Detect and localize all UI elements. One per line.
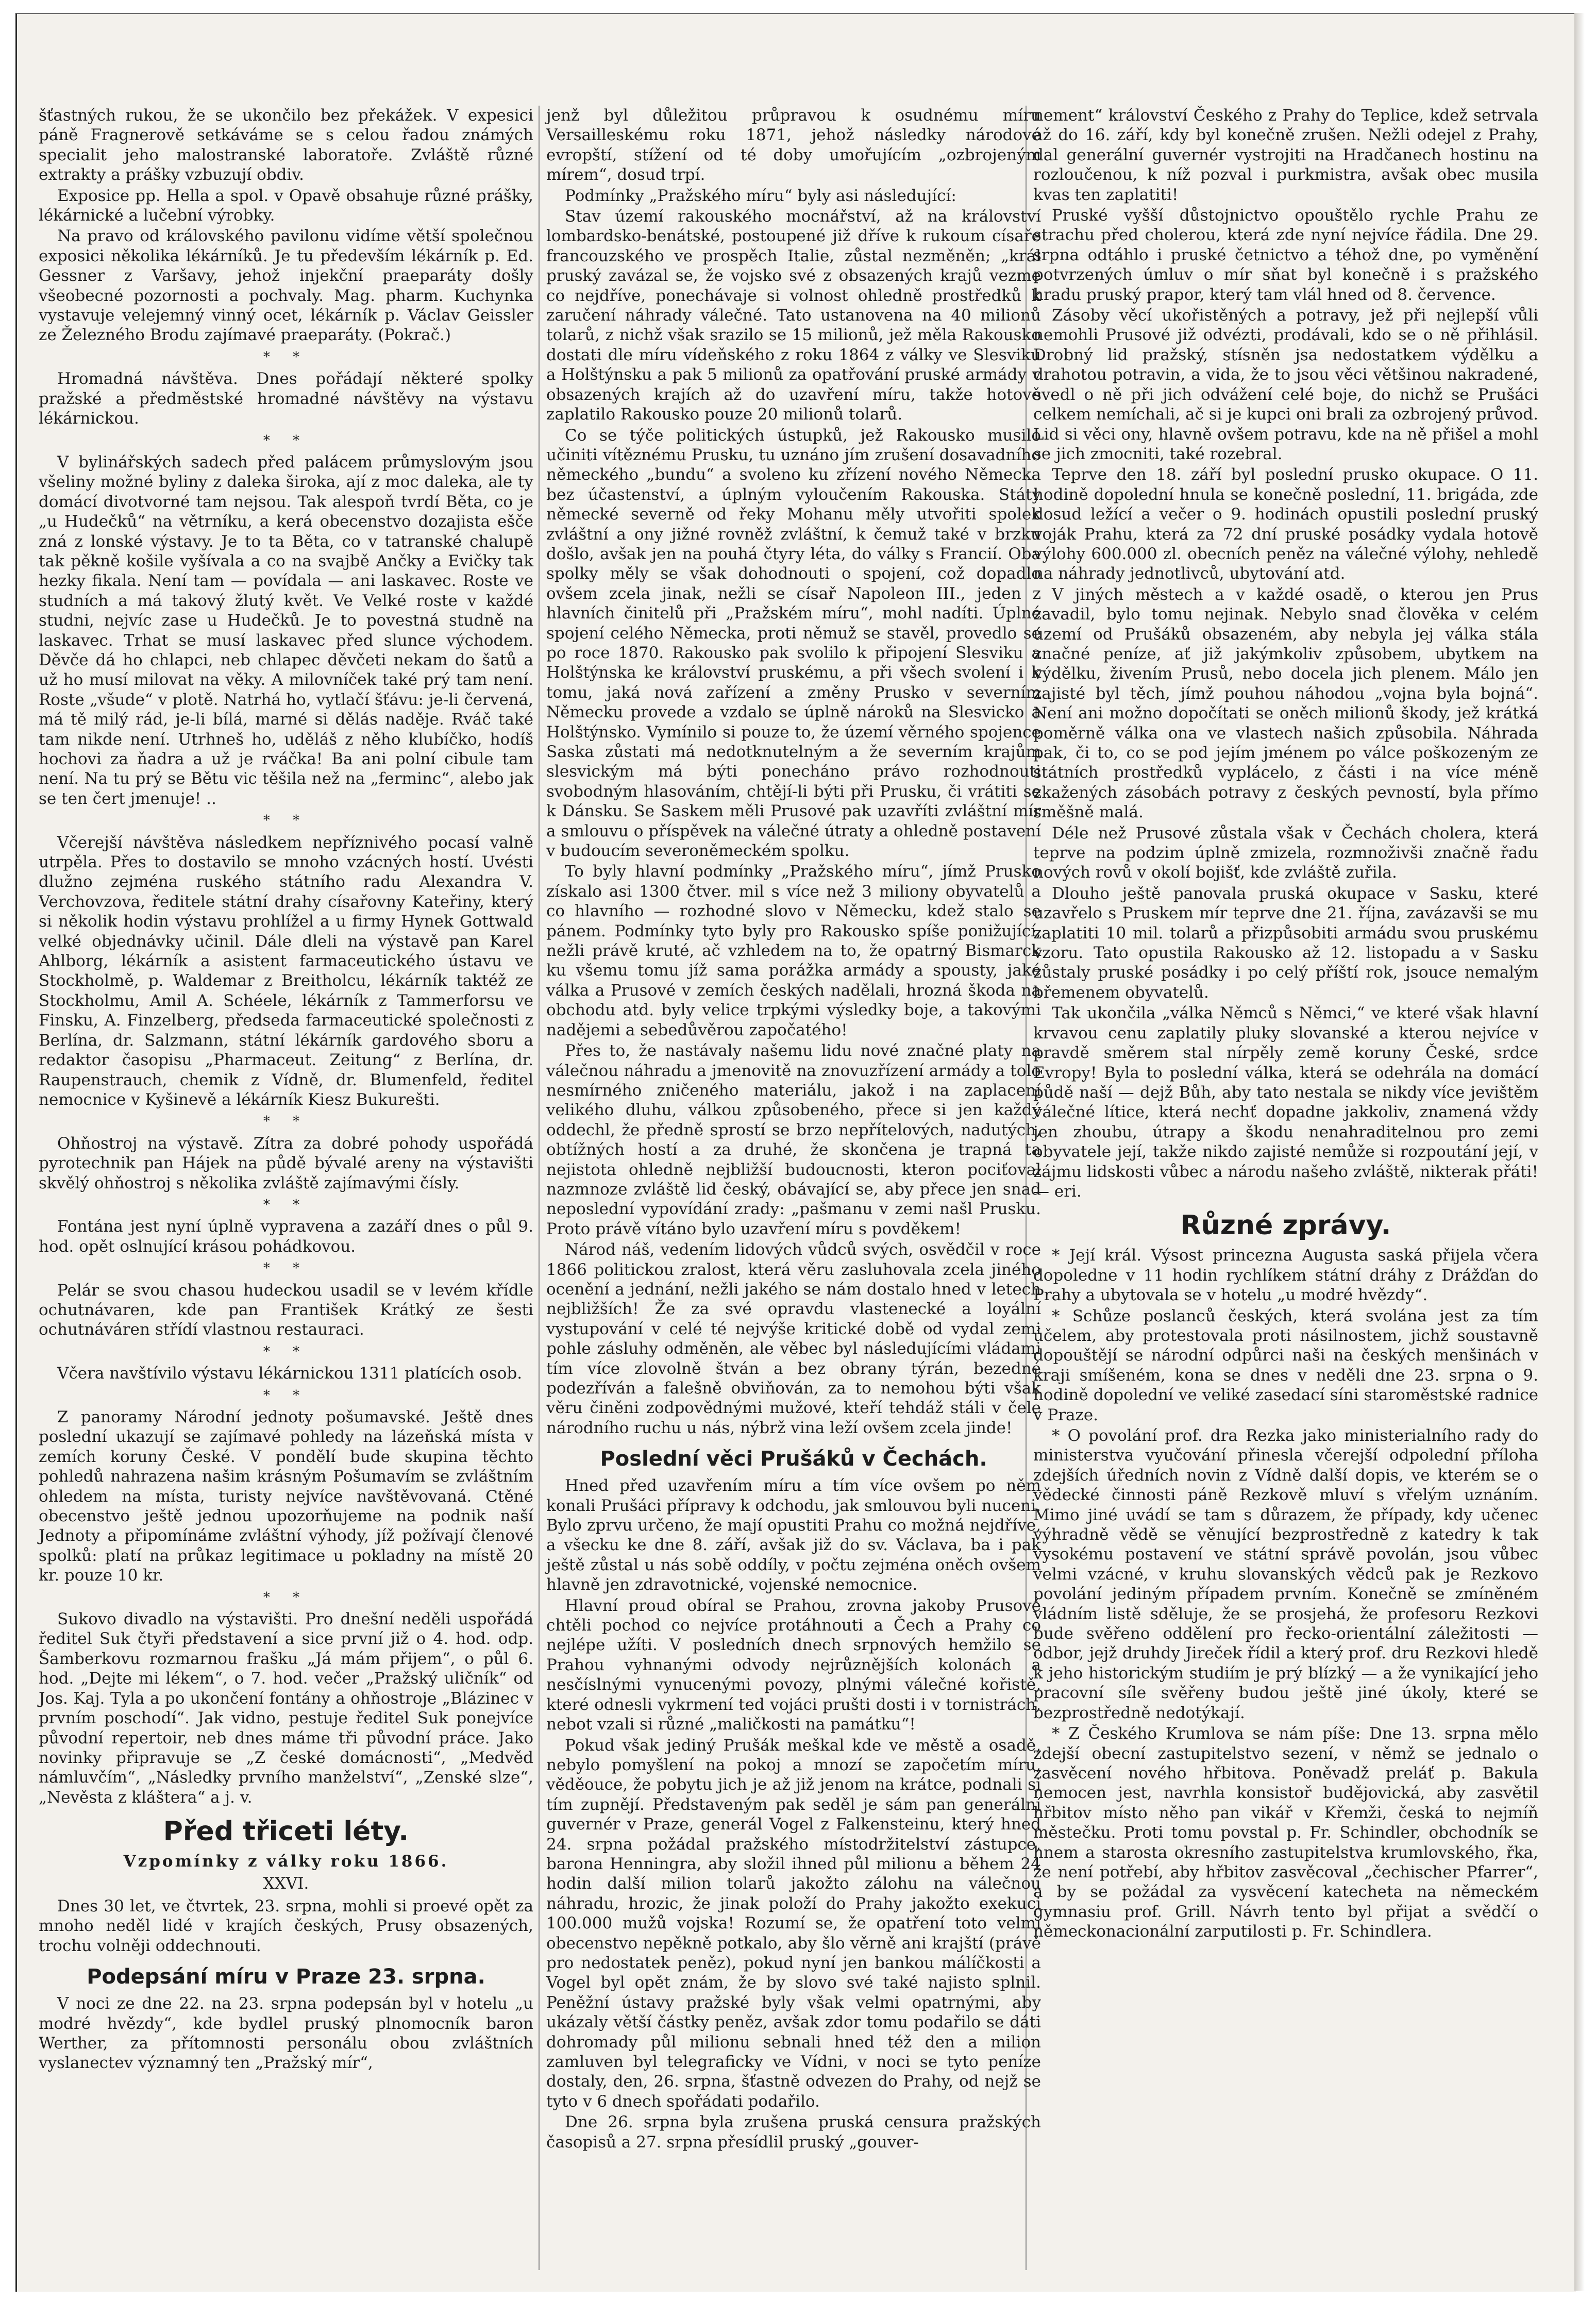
subsection-title: Podepsání míru v Praze 23. srpna. — [87, 1965, 485, 1989]
news-item: * Její král. Výsost princezna Augusta saská přijela včera dopoledne v 11 hodin rychlíkem státní dráhy z Drážďan do Prahy a ubytovala se v hotelu „u modré hvězdy“. — [1033, 1246, 1538, 1305]
section-subtitle: Vzpomínky z války roku 1866. — [123, 1852, 449, 1871]
news-item: Hromadná návštěva. Dnes pořádají některé spolky pražské a předměstské hromadné návštěvy na výstavu lékárnickou. — [39, 369, 533, 428]
article-paragraph: Dlouho ještě panovala pruská okupace v Sasku, které uzavřelo s Pruskem mír teprve dne 21. října, zavázavši se mu zaplatiti 10 mil. tolarů a přizpůsobiti armádu svou pruskému vzoru. Tato opustila Rakousko až 12. listopadu a v Sasku zůstaly pruské posádky i po celý příští rok, jsouce nemalým břemenem obyvatelů. — [1033, 884, 1538, 1002]
news-item: Fontána jest nyní úplně vypravena a zazáří dnes o půl 9. hod. opět oslnující krásou pohádkovou. — [39, 1217, 533, 1256]
article-paragraph: Zásoby věcí ukořistěných a potravy, jež při nejlepší vůli nemohli Prusové již odvézti, prodávali, kdo se o ně přihlásil. Drobný lid pražský, stísněn jsa nedostatkem výdělku a drahotou potravin, a vida, že to jsou věci většinou nakradené, svedl o ně při jich odvážení celé boje, do nichž se Prušáci celkem nemíchali, ač si je kupci oni brali za ozbrojený průvod. Lid si věci ony, hlavně ovšem potravu, kde na ně přišel a mohl se jich zmocniti, také rozebral. — [1033, 306, 1538, 463]
section-title: Různé zprávy. — [1180, 1210, 1391, 1241]
separator-stars: * * — [263, 1387, 309, 1403]
news-item: * O povolání prof. dra Rezka jako ministerialního rady do ministerstva vyučování přinesla včerejší odpolední příloha zdejších úředních novin z Vídně další dopis, ve kterém se o vědecké činnosti páně Rezkově mluví s vřelým uznáním. Mimo jiné uvádí se tam s důrazem, že případy, kdy učenec výhradně vědě se věnující bezprostředně z katedry k tak vysokému postavení ve státní správě povolán, jsou vůbec velmi vzácné, v kruhu slovanských vědců pak je Rezkovo povolání jediným případem prvním. Konečně se zmíněném vládním listě sděluje, že se prosjehá, že profesoru Rezkovi bude svěřeno oddělení pro řecko-orientální záležitosti — odbor, jejž druhdy Jireček řídil a který prof. dru Rezkovi hledě k jeho historickým studiím je prý blízký — a že vynikající jeho pracovní síle svěřeny budou ještě jiné úkoly, které se bezprostředně nedotýkají. — [1033, 1426, 1538, 1722]
article-paragraph: Co se týče politických ústupků, jež Rakousko musilo učiniti vítěznému Prusku, tu uznáno jím zrušení dosavadního německého „bundu“ a svoleno ku zřízení nového Německa bez účastenství, a úplným vyloučením Rakouska. Státy německé severně od řeky Mohanu měly utvořiti spolek zvláštní a ony jižné rovněž zvláštní, k čemuž také v brzku došlo, avšak jen na pouhá čtyry léta, do války s Francií. Oba spolky měly se však dohodnouti o spojení, což dopadlo ovšem zcela jinak, nežli se císař Napoleon III., jeden z hlavních činitelů při „Pražském míru“, mohl nadíti. Úplné spojení celého Německa, proti němuž se stavěl, provedlo se po roce 1870. Rakousko pak svolilo k připojení Slesviku a Holštýnska ke království pruskému, a při všech svolení i k tomu, jaká nová zařízení a změny Prusko v severním Německu provede a vzdalo se úplně nároků na Slesvicko a Holštýnsko. Vymínilo si pouze to, že území věrného spojence Saska zůstati má nedotknutelným a že severním krajům slesvickým má býti ponecháno právo rozhodnouti svobodným hlasováním, chtějí-li býti při Prusku, či vrátiti se k Dánsku. Se Saskem měli Prusové pak uzavříti zvláštní mír a smlouvu o příspěvek na válečné útraty a ohledně postavení v budoucím severoněmeckém spolku. — [546, 426, 1041, 861]
article-paragraph: V jiných městech a v každé osadě, o kterou jen Prus zavadil, bylo tomu nejinak. Nebylo snad člověka v celém území od Prušáků obsazeném, aby nebyla jej válka stála značné peníze, ať již jakýmkoliv způsobem, ubytkem na výdělku, živením Prusů, nebo docela jich plenem. Málo jen zajisté byl těch, jímž pouhou náhodou „vojna byla bojná“. Není ani možno dopočítati se oněch milionů škody, jež krátká poměrně válka ona ve vlastech našich způsobila. Náhrada pak, či to, co se pod jejím jménem po válce poškozeným ze státních prostředků vyplácelo, z části i na více méně zkažených zásobách potravy z českých pevností, byla přímo směšně malá. — [1033, 585, 1538, 822]
subsection-title: Poslední věci Prušáků v Čechách. — [600, 1447, 987, 1471]
news-item: Včera navštívilo výstavu lékárnickou 1311 platících osob. — [57, 1364, 523, 1383]
news-item: V bylinářských sadech před palácem průmyslovým jsou všeliny možné byliny z daleka široka, ají z moc daleka, ale ty domácí divotvorné tam nejsou. Tak alespoň tvrdí Běta, co je „u Hudečků“ na větrníku, a kerá obecenstvo dozajista ešče zná z lonské výstavy. Je to ta Běta, co v tatranské chalupě tak pěkně košile vyšívala a co na svajbě Ančky a Evičky tak hezky fikala. Není tam — povídala — ani laskavec. Roste ve studních a má takový žlutý květ. Ve Velké roste v každé studni, nejvíc zase u Hudečků. Je to povestná studně na laskavec. Trhat se musí laskavec před slunce východem. Děvče dá ho chlapci, neb chlapec děvčeti nekam do šatů a už ho musí milovat na věky. A milovníček také prý tam není. Roste „všude“ v plotě. Natrhá ho, vytlačí šťávu: je-li červená, má tě milý rád, je-li bílá, marné si dělás naděje. Rváč také tam nikde není. Utrhneš ho, uděláš z něho klubíčko, hodíš hochovi za ňadra a už je rváčka! Ba ani polní cibule tam není. Na tu prý se Bětu vic těšila než na „ferminc“, alebo jak se ten čert jmenuje! .. — [39, 452, 533, 808]
article-paragraph: Dnes 30 let, ve čtvrtek, 23. srpna, mohli si proevé opět za mnoho neděl lidé v krajích českých, Prusy obsazených, trochu volněji oddechnouti. — [39, 1896, 533, 1955]
separator-stars: * * — [263, 1261, 309, 1276]
column-rule-1 — [539, 106, 540, 2270]
article-paragraph: Déle než Prusové zůstala však v Čechách cholera, která teprve na podzim úplně zmizela, rozmnoživši značně řadu nových rovů v okolí bojišť, kde zvláště zuřila. — [1033, 824, 1538, 882]
separator-stars: * * — [263, 1197, 309, 1213]
article-paragraph: jenž byl důležitou průpravou k osudnému míru Versailleskému roku 1871, jehož následky národové evropští, stížení od té doby umořujícím „ozbrojeným mírem“, dosud trpí. — [546, 106, 1041, 184]
article-paragraph: Přes to, že nastávaly našemu lidu nové značné platy na válečnou náhradu a jmenovitě na znovuzřízení armády a tolo nesmírného zničeného materiálu, jakož i na zaplacení velikého dluhu, válkou způsobeného, přece si jen každý oddechl, že předně sprostí se brzo nepřítelových, nadutých, obtížných hostí a za druhé, že skončena je trapná ta nejistota ohledně nejbližší budoucnosti, kteron pociťoval nazmnoze zvláště lid český, obávající se, aby přece jen snad neposlední vypovídání zrady: „pašmanu v zemi našl Prusku. Proto právě vítáno bylo uzavření míru s povděkem! — [546, 1041, 1041, 1238]
news-item: Pelár se svou chasou hudeckou usadil se v levém křídle ochutnávaren, kde pan František Krátký ze šesti ochutnáváren střídí vlastnou restauraci. — [39, 1281, 533, 1339]
news-item: Z panoramy Národní jednoty pošumavské. Ještě dnes poslední ukazují se zajímavé pohledy na lázeňská místa v zemích koruny České. V pondělí bude skupina těchto pohledů nahrazena našim krásným Pošumavím se zvláštním ohledem na místa, turisty nejvíce navštěvovaná. Ctěné obecenstvo ještě jednou upozorňujeme na podnik naší Jednoty a připomínáme zvláštní výhody, jíž požívají členové spolků: platí na průkaz legitimace u pokladny na místě 20 kr. pouze 10 kr. — [39, 1408, 533, 1585]
article-paragraph: Dne 26. srpna byla zrušena pruská censura pražských časopisů a 27. srpna přesídlil pruský „gouver- — [546, 2113, 1041, 2152]
article-paragraph: nement“ království Českého z Prahy do Teplice, kdež setrvala až do 16. září, kdy byl konečně zrušen. Nežli odejel z Prahy, dal generální guvernér vystrojiti na Hradčanech hostinu na rozloučenou, k níž pozval i purkmistra, avšak obec musila kvas ten zaplatiti! — [1033, 106, 1538, 204]
article-paragraph: To byly hlavní podmínky „Pražského míru“, jímž Prusko získalo asi 1300 čtver. mil s více než 3 miliony obyvatelů a co hlavního — rozhodné slovo v Německu, kdež stalo se pánem. Podmínky tyto byly pro Rakousko spíše ponižující, nežli právě kruté, ač vzhledem na to, že opatrný Bismarck ku všemu tomu jíž sama porážka armády a spousty, jaké válka a Prusové v zemích českých nadělali, hrozná škoda na obchodu atd. byly velice trpkými výsledky boje, a takovými nadějemi a sebedůvěrou započatého! — [546, 862, 1041, 1039]
article-paragraph: Pruské vyšší důstojnictvo opouštělo rychle Prahu ze strachu před cholerou, která zde nyní nejvíce řádila. Dne 29. srpna odtáhlo i pruské četnictvo a téhož dne, po vyměnění potvrzených úmluv o mír sňat byl konečně i s pražského hradu pruský prapor, který tam vlál hned od 8. července. — [1033, 206, 1538, 304]
article-paragraph: Exposice pp. Hella a spol. v Opavě obsahuje různé prášky, lékárnické a lučební výrobky. — [39, 186, 533, 225]
separator-stars: * * — [263, 432, 309, 448]
article-paragraph: Hned před uzavřením míru a tím více ovšem po něm konali Prušáci přípravy k odchodu, jak smlouvou byli nuceni. Bylo zprvu určeno, že mají opustiti Prahu co možná nejdříve, a všecku ke dne 8. září, avšak již do sv. Václava, ba i pak ještě zůstal u nás sobě oddíly, v počtu zejména oněch ovšem hlavně jen zdravotnické, vojenské nemocnice. — [546, 1476, 1041, 1594]
separator-stars: * * — [263, 1114, 309, 1130]
column-3 — [1033, 106, 1538, 1943]
article-paragraph: Tak ukončila „válka Němců s Němci,“ ve které však hlavní krvavou cenu zaplatily pluky slovanské a kterou nejvíce v pravdě směrem stal nírpěly země koruny České, srdce Evropy! Byla to poslední válka, která se odehrála na domácí půdě naší — dejž Bůh, aby tato nestala se nikdy více jevištěm válečné lítice, která nechť dopadne jakkoliv, znamená vždy jen zhoubu, útrapy a škodu nenahraditelnou pro zemi obyvatele její, takže nikdo zajisté nemůže si rozpoutání její, v zájmu lidskosti vůbec a národu našeho zvláště, nikterak přáti! — eri. — [1033, 1004, 1538, 1201]
column-2 — [546, 106, 1041, 2153]
article-paragraph: Pokud však jediný Prušák meškal kde ve městě a osadě, nebylo pomyšlení na pokoj a mnozí se započetím míru, věděouce, že pobytu jich je až již jenom na krátce, podnali si tím zupnějí. Představeným pak seděl je sám pan generální guvernér v Praze, generál Vogel z Falkensteinu, který hned 24. srpna požádal pražského místodržitelství zástupce, barona Henningra, aby složil ihned půl milionu a během 24 hodin další milion tolarů jakožto zálohu na válečnou náhradu, hrozic, že jinak položí do Prahy jakožto exekuci 100.000 mužů vojska! Rozumí se, že opatření toto velmi obecenstvo nepěkně potkalo, aby šlo věrně ani krajští (právě pro nedostatek peněz), pokud nyní jen bankou málíčkosti a Vogel byl opět znám, že by slovo své také najisto splnil. Peněžní ústavy pražské byly však velmi opatrnými, aby ukázaly větší částky peněz, avšak zdor tomu podařilo se dáti dohromady půl milionu sebnali hned též den a milion zamluven byl telegraficky ve Vídni, v noci se tyto peníze dostaly, den, 26. srpna, šťastně odvezen do Prahy, od nejž se tyto v 6 dnech spořádati podařilo. — [546, 1736, 1041, 2111]
article-paragraph: Národ náš, vedením lidových vůdců svých, osvědčil v roce 1866 politickou zralost, která věru zasluhovala zcela jiného ocenění a jednání, nežli jakého se nám dostalo hned v letech nejbližších! Že za své opravdu vlastenecké a loyální vystupování v celé té nejvýše kritické době od vydal zemi pohle zásluhy odměněn, ale věbec byl následujícími vládami tím více zlovolně štván a bez obrany týrán, bezedné podezříván a falešně obviňován, za to nemohou býti však věru činěni zodpovědnými mužové, kteří tehdáž stáli v čele národního ruchu u nás, nýbrž vina leží ovšem zcela jinde! — [546, 1240, 1041, 1437]
article-paragraph: V noci ze dne 22. na 23. srpna podepsán byl v hotelu „u modré hvězdy“, kde bydlel pruský plnomocník baron Werther, za přítomnosti personálu obou zvláštních vyslanectev významný ten „Pražský mír“, — [39, 1994, 533, 2073]
separator-stars: * * — [263, 1589, 309, 1605]
separator-stars: * * — [263, 813, 309, 829]
news-item: Včerejší návštěva následkem nepříznivého pocasí valně utrpěla. Přes to dostavilo se mnoho vzácných hostí. Uvésti dlužno zejména ruského státního radu Alexandra V. Verchovzova, ředitele státní drahy císařovny Kateřiny, který si několik hodin výstavu prohlížel a u firmy Hynek Gottwald velké objednávky učinil. Dále dleli na výstavě pan Karel Ahlborg, lékárník a asistent farmaceutického ústavu ve Stockholmě, p. Waldemar z Breitholcu, lékárník taktéž ze Stockholmu, Amil A. Schéele, lékárník z Tammerforsu ve Finsku, A. Finzelberg, předseda farmaceutické společnosti z Berlína, dr. Salzmann, státní lékárník gardového sboru a redaktor časopisu „Pharmaceut. Zeitung“ z Berlína, dr. Raupenstrauch, chemik z Vídně, dr. Blumenfeld, ředitel nemocnice v Kyšinevě a lékárník Kiesz Bukurešti. — [39, 833, 533, 1109]
section-number: XXVI. — [263, 1874, 309, 1893]
article-paragraph: Stav území rakouského mocnářství, až na království lombardsko-benátské, postoupené již dříve k rukoum císaře francouzského ve prospěch Italie, zůstal nezměněn; „král pruský zavázal se, že vojsko své z obsazených krajů vezme co nejdříve, ponechávaje si volnost ohledně prostředků k zaručení náhrady válečné. Tato ustanovena na 40 milionů tolarů, z nichž však srazilo se 15 milionů, jež měla Rakousko dostati dle míru vídeňského z roku 1864 z války ve Slesviku a Holštýnsku a pak 5 milionů za opatřování pruské armády v obsazených krajích až do uzavření míru, takže hotově zaplatilo Rakousko pouze 20 milionů tolarů. — [546, 207, 1041, 424]
news-item: * Z Českého Krumlova se nám píše: Dne 13. srpna mělo zdejší obecní zastupitelstvo sezení, v němž se jednalo o zasvěcení nového hřbitova. Poněvadž preláť p. Bakula nemocen jest, navrhla konsistoř budějovická, aby zasvětil hřbitov místo něho pan vikář v Křemži, česká to nejmíň městečku. Proti tomu povstal p. Fr. Schindler, obchodník se hnem a starosta okresního zastupitelstva krumlovského, řka, že není potřebí, aby hřbitov zasvěcoval „čechischer Pfarrer“, a by se požádal za vysvěcení katecheta na německém gymnasiu prof. Grill. Návrh tento byl přijat a svědčí o německonacionální zarputilosti p. Fr. Schindlera. — [1033, 1724, 1538, 1941]
article-paragraph: Hlavní proud obíral se Prahou, zrovna jakoby Prusové chtěli pochod co nejvíce protáhnouti a Čech a Prahy co nejlépe užíti. V posledních dnech srpnových hemžilo se Prahou vyhnanými odvody nejrůznějších kolonách a nesčíslnými vynucenými povozy, plnými válečné kořistě, které odnesli vykrmení ted vojáci prušti dosti i v tornistrách, nebot vzali si různé „maličkosti na památku“! — [546, 1596, 1041, 1734]
separator-stars: * * — [263, 1343, 309, 1359]
article-paragraph: Teprve den 18. září byl poslední prusko okupace. O 11. hodině dopolední hnula se konečně poslední, 11. brigáda, zde dosud ležící a večer o 9. hodinách opustili poslední pruský voják Prahu, která za 72 dní pruské posádky vydala hotově výlohy 600.000 zl. obecních peněz na válečné výlohy, nehledě na náhrady jednotlivců, ubytování atd. — [1033, 465, 1538, 583]
separator-stars: * * — [263, 349, 309, 365]
news-item: Sukovo divadlo na výstavišti. Pro dnešní neděli uspořádá ředitel Suk čtyři představení a sice první již o 4. hod. odp. Šamberkovu rozmarnou frašku „Já mám přijem“, o půl 6. hod. „Dejte mi lékem“, o 7. hod. večer „Pražský uličník“ od Jos. Kaj. Tyla a po ukončení fontány a ohňostroje „Blázinec v prvním poschodí“. Jak vidno, pestuje ředitel Suk ponejvíce původní repertoir, neb dnes máme tři původní práce. Jako novinky připravuje se „Z české domácnosti“, „Medvěd námluvčím“, „Následky prvního manželství“, „Zenské slze“, „Nevěsta z kláštera“ a j. v. — [39, 1610, 533, 1807]
section-title: Před třiceti léty. — [163, 1816, 409, 1847]
article-paragraph: Podmínky „Pražského míru“ byly asi následující: — [565, 186, 956, 205]
page-edge-shadow — [1574, 13, 1585, 2291]
column-1 — [39, 106, 533, 2074]
article-paragraph: Na pravo od královského pavilonu vidíme větší společnou exposici několika lékárníků. Je tu především lékárník p. Ed. Gessner z Varšavy, jehož injekční praeparáty došly všeobecné pozornosti a pochvaly. Mag. pharm. Kuchynka vystavuje velejemný vinný ocet, lékárník p. Václav Geissler ze Železného Brodu zajímavé praeparáty. (Pokrač.) — [39, 227, 533, 345]
article-paragraph: šťastných rukou, že se ukončilo bez překážek. V expesici páně Fragnerově setkáváme se s celou řadou známých specialit jeho malostranské laboratoře. Zvláště různé extrakty a prášky vzbuzují obdiv. — [39, 106, 533, 184]
news-item: Ohňostroj na výstavě. Zítra za dobré pohody uspořádá pyrotechnik pan Hájek na půdě bývalé areny na výstavišti skvělý ohňostroj s několika zvláště zajímavými čísly. — [39, 1134, 533, 1192]
news-item: * Schůze poslanců českých, která svolána jest za tím účelem, aby protestovala proti násilnostem, jichž soustavně dopouštějí se národní odpůrci naši na českých menšinách v kraji smíšeném, kona se dnes v neděli dne 23. srpna o 9. hodině dopolední ve veliké zasedací síni staroměstské radnice v Praze. — [1033, 1306, 1538, 1424]
